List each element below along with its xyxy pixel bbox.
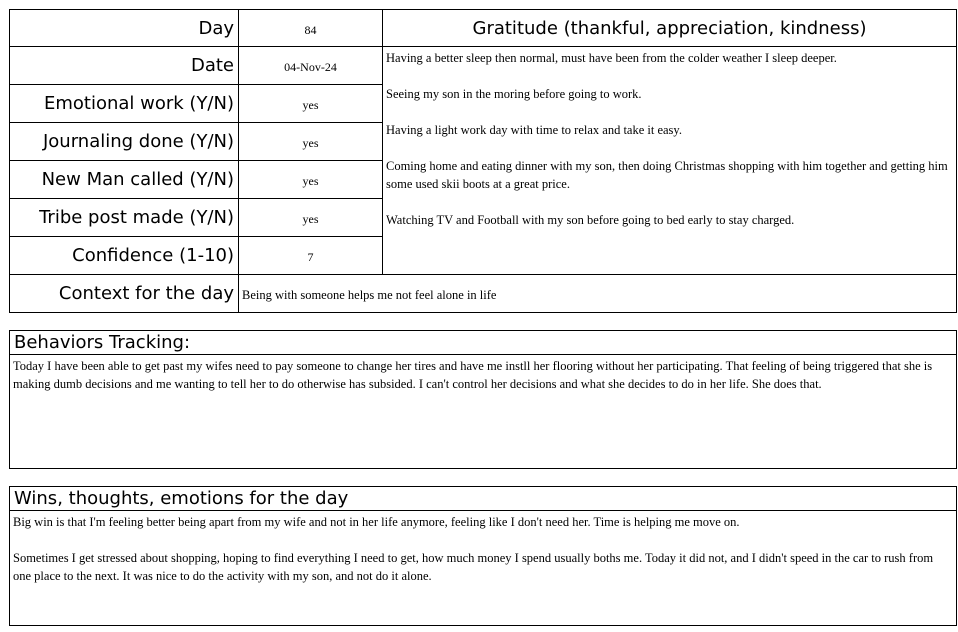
behaviors-title: Behaviors Tracking:	[14, 332, 191, 353]
value-date[interactable]: 04-Nov-24	[238, 46, 383, 85]
value-context[interactable]	[238, 274, 957, 313]
context-text: Being with someone helps me not feel alone in life	[242, 287, 497, 302]
gratitude-box[interactable]	[382, 46, 957, 275]
gratitude-item: Watching TV and Football with my son before going to bed early to stay charged.	[386, 213, 795, 227]
value-journaling-done[interactable]: yes	[238, 122, 383, 161]
label-date: Date	[9, 46, 239, 85]
behaviors-box[interactable]	[9, 354, 957, 469]
wins-title: Wins, thoughts, emotions for the day	[14, 488, 349, 509]
gratitude-item: Coming home and eating dinner with my son, then doing Christmas shopping with him together and getting him some used skii boots at a great price.	[386, 159, 948, 191]
gratitude-header	[382, 9, 957, 47]
gratitude-item: Seeing my son in the moring before going to work.	[386, 87, 642, 101]
label-emotional-work: Emotional work (Y/N)	[9, 84, 239, 123]
wins-header	[9, 486, 957, 511]
gratitude-title: Gratitude (thankful, appreciation, kindness)	[472, 17, 867, 39]
wins-paragraph: Sometimes I get stressed about shopping, hoping to find everything I need to get, how much money I spend usually boths me. Today it did not, and I didn't speed in the car to rush from one place to the next. It was nice to do the activity with my son, and not do it alone.	[13, 551, 934, 583]
wins-paragraph: Big win is that I'm feeling better being apart from my wife and not in her life anymore, feeling like I don't need her. Time is helping me move on.	[13, 515, 740, 529]
value-new-man-called[interactable]: yes	[238, 160, 383, 199]
label-context: Context for the day	[9, 274, 239, 313]
label-new-man-called: New Man called (Y/N)	[9, 160, 239, 199]
gratitude-item: Having a better sleep then normal, must have been from the colder weather I sleep deeper.	[386, 51, 837, 65]
wins-box[interactable]	[9, 510, 957, 626]
label-day: Day	[9, 9, 239, 47]
gratitude-item: Having a light work day with time to relax and take it easy.	[386, 123, 682, 137]
label-confidence: Confidence (1-10)	[9, 236, 239, 275]
behaviors-header	[9, 330, 957, 355]
label-tribe-post-made: Tribe post made (Y/N)	[9, 198, 239, 237]
label-journaling-done: Journaling done (Y/N)	[9, 122, 239, 161]
behaviors-text: Today I have been able to get past my wifes need to pay someone to change her tires and have me instll her flooring without her participating. That feeling of being triggered that she is making dumb decisions and me wanting to tell her to do otherwise has subsided. I can't control her decisions and what she decides to do in her life. She does that.	[13, 359, 933, 391]
value-confidence[interactable]: 7	[238, 236, 383, 275]
value-emotional-work[interactable]: yes	[238, 84, 383, 123]
value-tribe-post-made[interactable]: yes	[238, 198, 383, 237]
value-day[interactable]: 84	[238, 9, 383, 47]
